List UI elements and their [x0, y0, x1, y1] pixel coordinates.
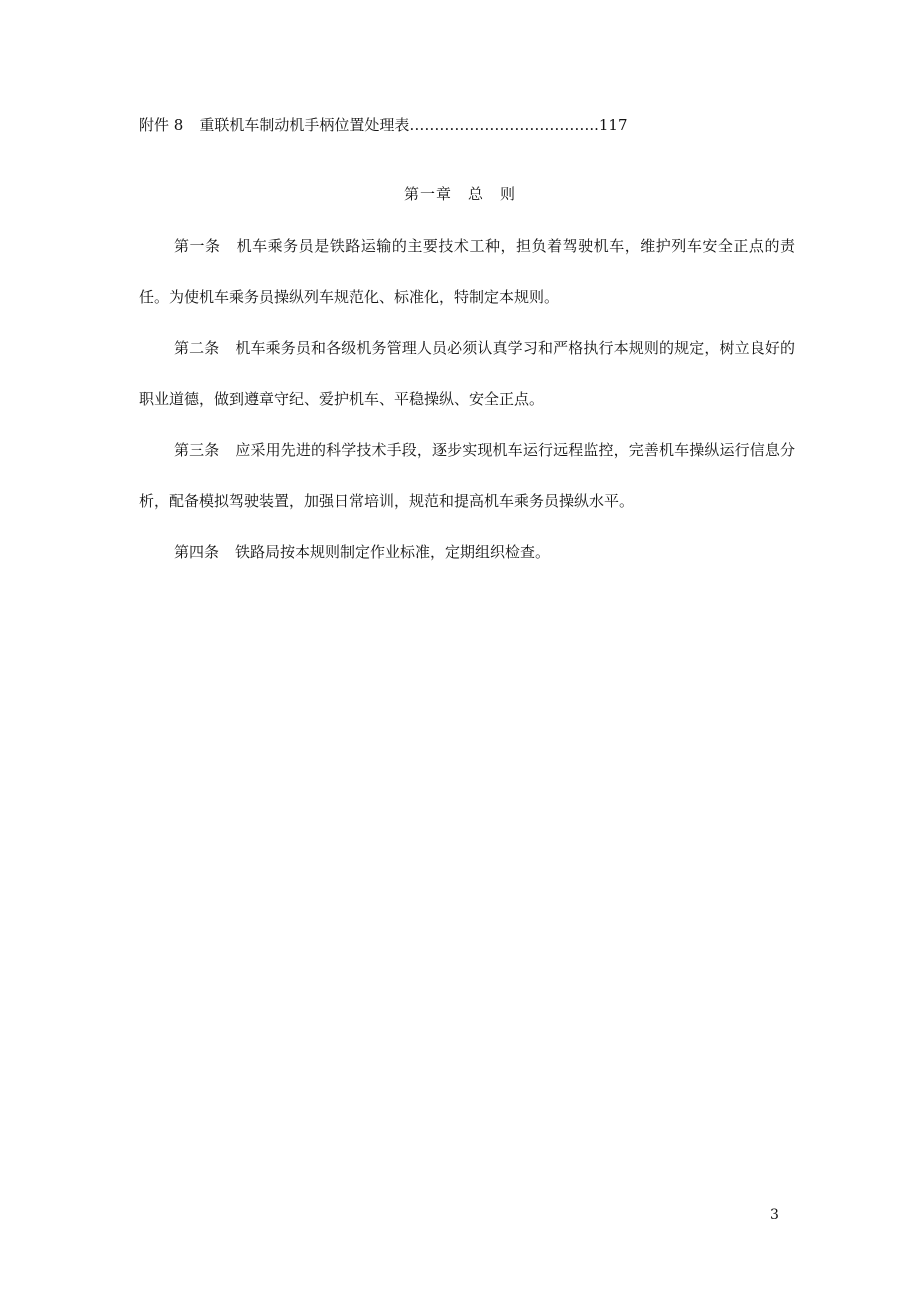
- article-number: 第二条: [174, 339, 220, 357]
- toc-entry-leader-dots: ………………………………..: [409, 116, 599, 134]
- toc-entry-label: 附件 8: [139, 116, 184, 134]
- article-number: 第三条: [174, 441, 220, 459]
- article-number: 第四条: [174, 543, 220, 561]
- toc-entry[interactable]: [139, 113, 699, 137]
- article-text: 铁路局按本规则制定作业标准，定期组织检查。: [235, 543, 551, 561]
- article-paragraph: [139, 425, 795, 527]
- article-paragraph: [139, 323, 795, 425]
- article-paragraph: [139, 527, 795, 578]
- toc-entry-page: 117: [598, 116, 628, 134]
- article-text: 应采用先进的科学技术手段，逐步实现机车运行远程监控，完善机车操纵运行信息分析，配备模拟驾驶装置，加强日常培训，规范和提高机车乘务员操纵水平。: [139, 441, 795, 510]
- article-text: 机车乘务员和各级机务管理人员必须认真学习和严格执行本规则的规定，树立良好的职业道德，做到遵章守纪、爱护机车、平稳操纵、安全正点。: [139, 339, 795, 408]
- page-number: 3: [770, 1207, 779, 1223]
- toc-entry-title: 重联机车制动机手柄位置处理表: [199, 116, 410, 134]
- chapter-title: 第一章 总 则: [403, 185, 516, 203]
- article-paragraph: [139, 221, 795, 323]
- article-text: 机车乘务员是铁路运输的主要技术工种，担负着驾驶机车，维护列车安全正点的责任。为使机车乘务员操纵列车规范化、标准化，特制定本规则。: [139, 237, 795, 306]
- article-number: 第一条: [174, 237, 221, 255]
